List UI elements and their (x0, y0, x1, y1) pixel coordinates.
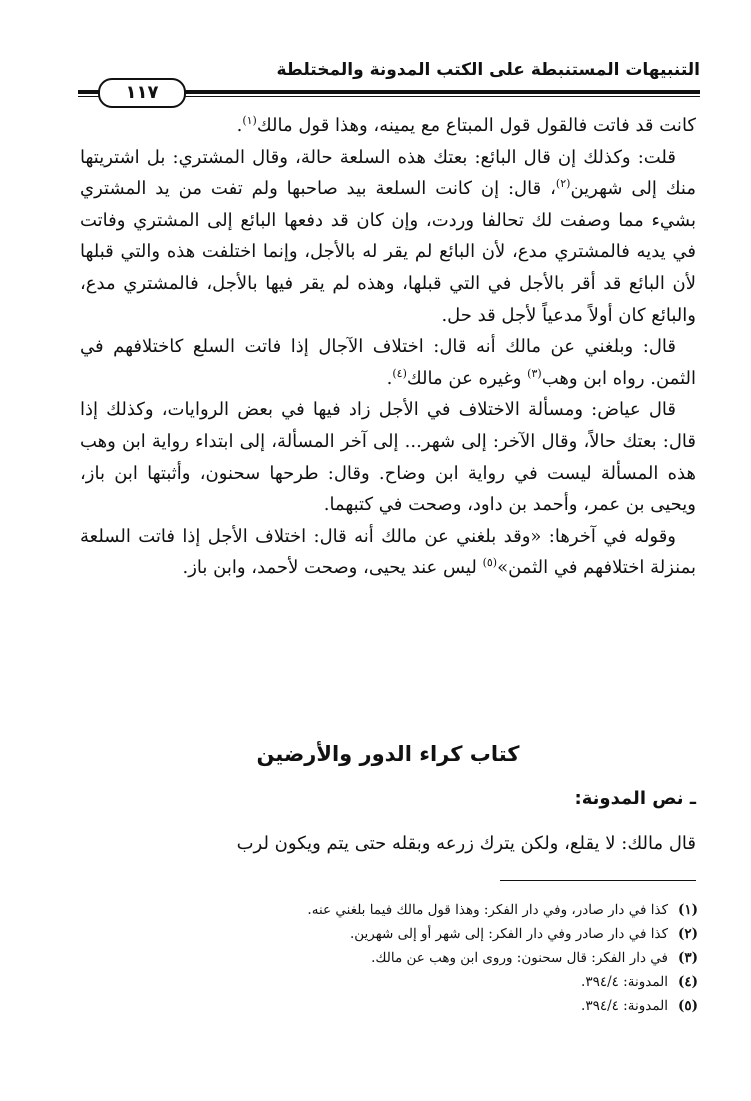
paragraph-1 (80, 110, 696, 142)
section-title: كتاب كراء الدور والأرضين (256, 742, 520, 766)
footnotes (80, 898, 698, 1018)
footnote-ref-4: (٤) (392, 366, 407, 380)
footnote-text: المدونة: ٣٩٤/٤. (581, 998, 668, 1014)
page-header (78, 56, 700, 106)
page-number: ١١٧ (98, 78, 186, 108)
subsection-heading: ـ نص المدونة: (574, 788, 696, 809)
footnote (80, 898, 698, 922)
paragraph-2-text: قلت: وكذلك إن قال البائع: بعتك هذه السلعة حالة، وقال المشتري: بل اشتريتها منك إلى شهرين (80, 146, 696, 200)
paragraph-4-text: قال عياض: ومسألة الاختلاف في الأجل زاد فيها في بعض الروايات، وكذلك إذا قال: بعتك حالاً، وقال الآخر: إلى شهر... إلى آخر المسألة، إلى ابتداء رواية ابن وهب هذه المسألة ليست في رواية ابن وضاح. وقال: طرحها سحنون، وأثبتها ابن باز، ويحيى بن عمر، وأحمد بن داود، وصحت في كتبهما. (80, 399, 696, 516)
paragraph-1-end: . (236, 115, 243, 136)
subsection-text: قال مالك: لا يقلع، ولكن يترك زرعه وبقله حتى يتم ويكون لرب (236, 833, 696, 854)
footnote-text: كذا في دار صادر وفي دار الفكر: إلى شهر أو إلى شهرين. (349, 926, 668, 942)
footnote-ref-5: (٥) (482, 556, 498, 570)
paragraph-3-text: قال: وبلغني عن مالك أنه قال: اختلاف الآجال إذا فاتت السلع كاختلافهم في الثمن. رواه ابن وهب (80, 336, 696, 389)
footnote-text: المدونة: ٣٩٤/٤. (581, 974, 668, 990)
paragraph-3-end: . (386, 367, 393, 389)
footnote-divider (500, 880, 696, 881)
main-text (80, 110, 696, 584)
paragraph-3-mid: وغيره عن مالك (406, 367, 528, 389)
footnote-number: (٥) (677, 998, 698, 1014)
paragraph-3 (80, 331, 696, 394)
paragraph-2-rest: ، قال: إن كانت السلعة بيد صاحبها ولم تفت من يد المشتري بشيء مما وصفت لك تحالفا وردت، وإن كان قد دفعها البائع إلى المشتري وفاتت في يديه فالمشتري مدع، لأن البائع لم يقر له بالأجل، وإنما اختلفت هذه والتي قبلها لأن البائع قد أقر بالأجل في التي قبلها، وهذه لم يقر فيها بالأجل، فالمشتري مدع، والبائع كان أولاً مدعياً لأجل قد حل. (80, 178, 696, 326)
footnote-ref-3: (٣) (527, 366, 542, 380)
footnote-text: كذا في دار صادر، وفي دار الفكر: وهذا قول مالك فيما بلغني عنه. (307, 902, 668, 918)
footnote-ref-1: (١) (242, 114, 257, 127)
paragraph-5-end: ليس عند يحيى، وصحت لأحمد، وابن باز. (182, 557, 483, 579)
footnote-number: (٢) (677, 926, 698, 942)
footnote (80, 922, 698, 946)
footnote-ref-2: (٢) (555, 177, 571, 191)
footnote (80, 994, 698, 1018)
footnote-text: في دار الفكر: قال سحنون: وروى ابن وهب عن مالك. (371, 950, 668, 966)
running-title: التنبيهات المستنبطة على الكتب المدونة والمختلطة (276, 60, 700, 80)
footnote (80, 970, 698, 994)
paragraph-2 (80, 142, 696, 332)
footnote-number: (٣) (677, 950, 698, 966)
footnote (80, 946, 698, 970)
footnote-number: (٤) (677, 974, 698, 990)
paragraph-5 (80, 521, 696, 584)
paragraph-4 (80, 394, 696, 520)
paragraph-1-text: كانت قد فاتت فالقول قول المبتاع مع يمينه، وهذا قول مالك (256, 115, 696, 136)
paragraph-5-text: وقوله في آخرها: «وقد بلغني عن مالك أنه قال: اختلاف الأجل إذا فاتت السلعة بمنزلة اختلافهم في الثمن» (80, 525, 696, 579)
footnote-number: (١) (677, 902, 698, 918)
